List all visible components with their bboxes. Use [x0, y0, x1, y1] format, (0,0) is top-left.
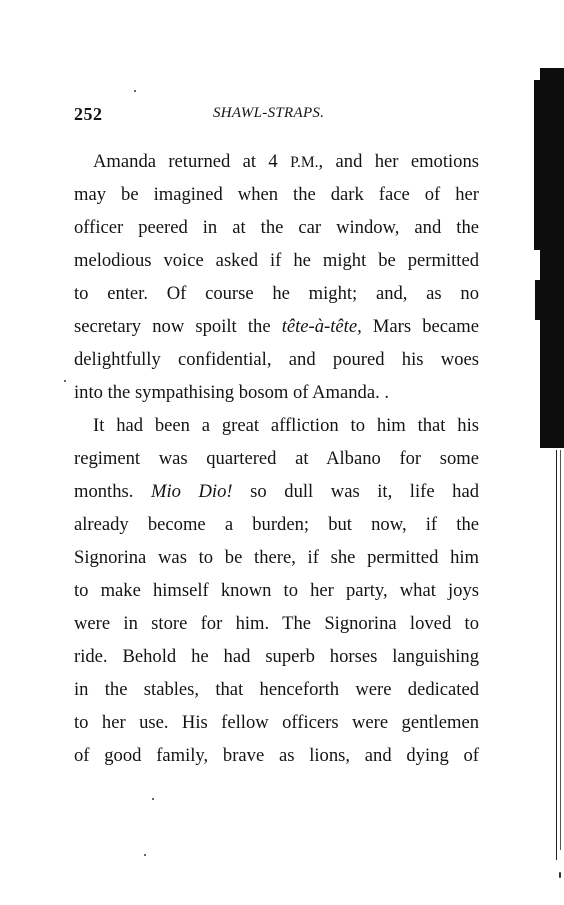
binding-shadow-notch: [534, 80, 542, 250]
text-line: may be imagined when the dark face of her: [74, 184, 479, 205]
text-line: delightfully confidential, and poured his woes: [74, 349, 479, 370]
text-line: were in store for him. The Signorina loved to: [74, 613, 479, 634]
binding-shadow-notch: [535, 280, 541, 320]
page-number: 252: [74, 104, 103, 124]
page-edge-line: [560, 450, 561, 850]
scan-speck: [144, 854, 146, 856]
text-line: in the stables, that henceforth were dedicated: [74, 679, 479, 700]
text-line: of good family, brave as lions, and dying of: [74, 745, 479, 766]
text-line: It had been a great affliction to him that his: [93, 415, 479, 436]
scan-speck: [152, 798, 154, 800]
text-line: to enter. Of course he might; and, as no: [74, 283, 479, 304]
text-line: ride. Behold he had superb horses languishing: [74, 646, 479, 667]
scan-speck: [559, 872, 561, 878]
body-text: [74, 145, 479, 772]
running-head: [74, 104, 480, 128]
binding-shadow: [540, 68, 564, 448]
scan-speck: [64, 380, 66, 382]
text-line: Amanda returned at 4 P.M., and her emotions: [93, 151, 479, 172]
text-line: secretary now spoilt the tête-à-tête, Mars became: [74, 316, 479, 337]
page-edge-line: [556, 450, 557, 860]
text-line: melodious voice asked if he might be permitted: [74, 250, 479, 271]
text-line: to her use. His fellow officers were gentlemen: [74, 712, 479, 733]
text-line: months. Mio Dio! so dull was it, life had: [74, 481, 479, 502]
scan-speck: [134, 90, 136, 92]
text-line: into the sympathising bosom of Amanda. .: [74, 382, 390, 403]
running-title: SHAWL-STRAPS.: [213, 105, 325, 121]
text-line: officer peered in at the car window, and the: [74, 217, 479, 238]
text-line: to make himself known to her party, what joys: [74, 580, 479, 601]
text-line: regiment was quartered at Albano for some: [74, 448, 479, 469]
text-line: already become a burden; but now, if the: [74, 514, 479, 535]
text-line: Signorina was to be there, if she permitted him: [74, 547, 479, 568]
